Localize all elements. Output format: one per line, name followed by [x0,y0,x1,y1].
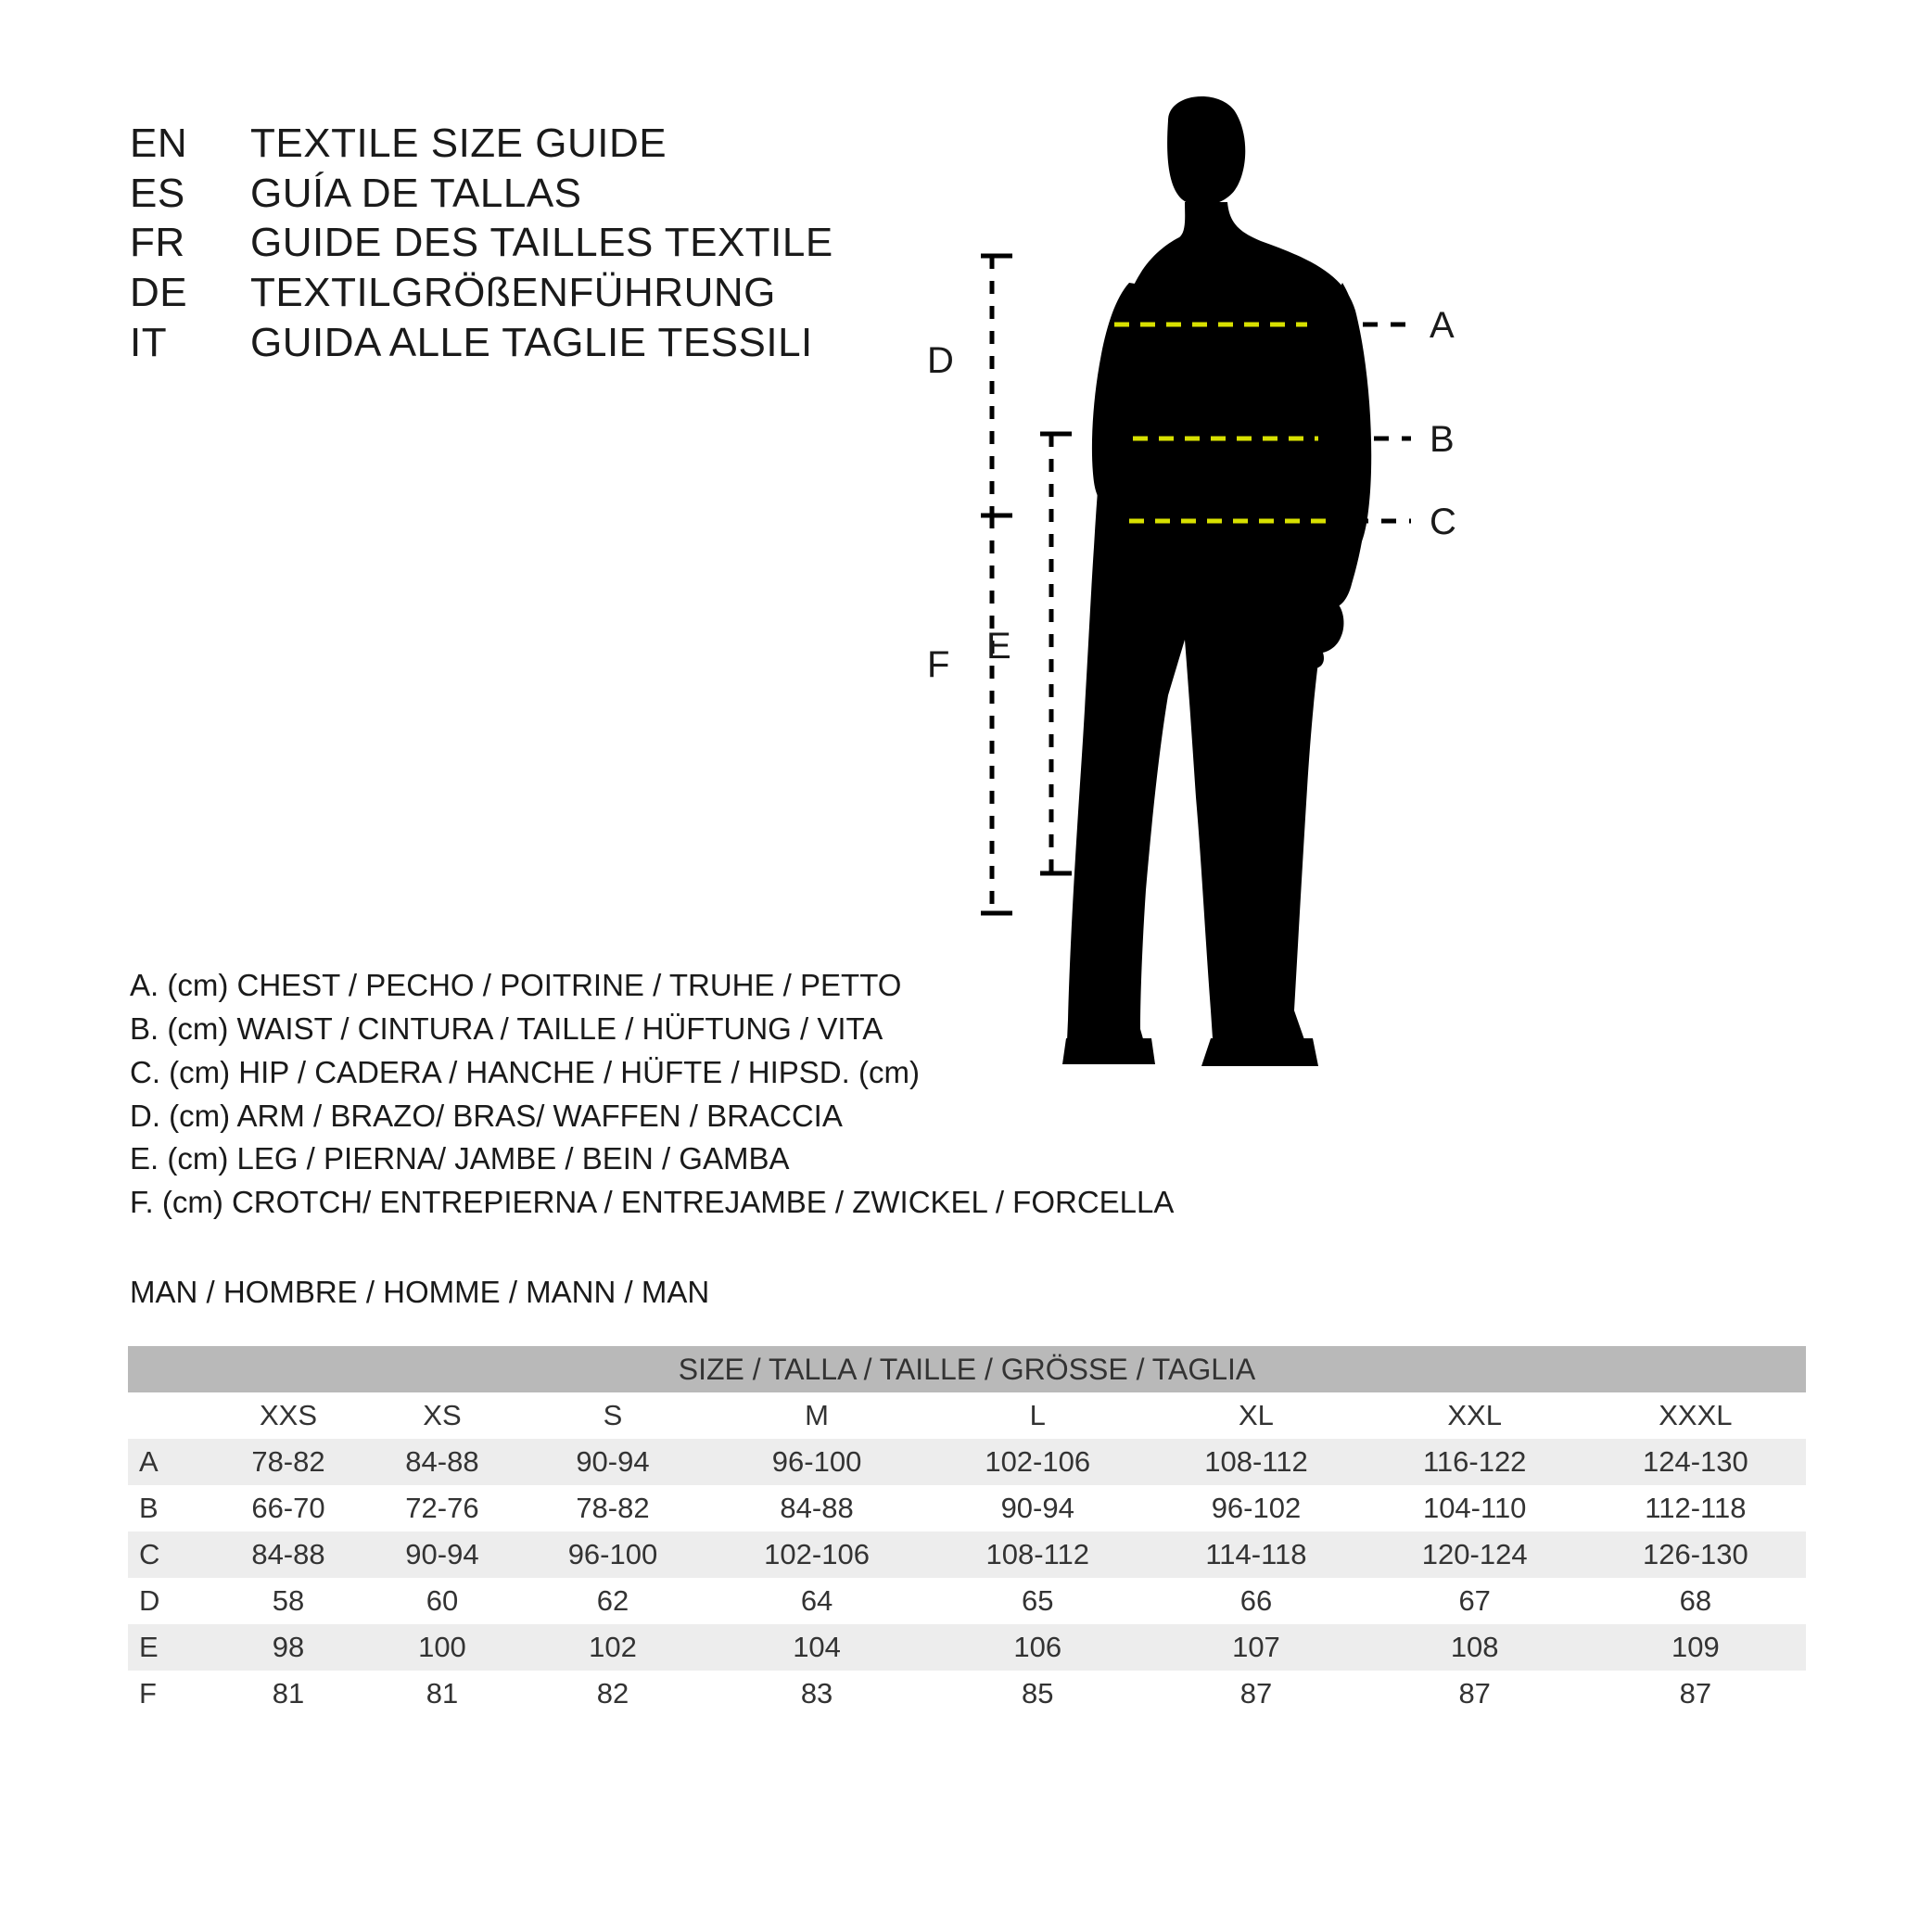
title-text-de: TEXTILGRÖßENFÜHRUNG [250,270,776,316]
dimension-label-d: D [927,340,954,381]
cell-f-m: 83 [706,1671,927,1717]
table-row [128,1532,1806,1578]
size-header-xl: XL [1148,1392,1364,1439]
cell-c-xl: 114-118 [1148,1532,1364,1578]
size-header-s: S [519,1392,706,1439]
cell-d-xs: 60 [365,1578,519,1624]
size-header-xxl: XXL [1365,1392,1585,1439]
title-row [130,119,964,169]
cell-f-s: 82 [519,1671,706,1717]
cell-a-m: 96-100 [706,1439,927,1485]
size-header-xs: XS [365,1392,519,1439]
legend-item-d: D. (cm) ARM / BRAZO/ BRAS/ WAFFEN / BRACCIA [130,1098,843,1133]
measure-label-a: A [1430,305,1455,346]
cell-e-m: 104 [706,1624,927,1671]
cell-a-l: 102-106 [927,1439,1148,1485]
cell-f-l: 85 [927,1671,1148,1717]
size-header-xxxl: XXXL [1585,1392,1806,1439]
cell-e-s: 102 [519,1624,706,1671]
cell-e-l: 106 [927,1624,1148,1671]
cell-f-xxs: 81 [211,1671,365,1717]
table-row [128,1439,1806,1485]
cell-f-xs: 81 [365,1671,519,1717]
size-header-m: M [706,1392,927,1439]
title-lang-it: IT [130,319,168,365]
cell-a-xxs: 78-82 [211,1439,365,1485]
title-lang-es: ES [130,170,185,216]
cell-f-xl: 87 [1148,1671,1364,1717]
row-label-c: C [128,1532,211,1578]
row-label-d: D [128,1578,211,1624]
cell-a-xs: 84-88 [365,1439,519,1485]
cell-b-xxxl: 112-118 [1585,1485,1806,1532]
title-row [130,169,964,219]
cell-a-xl: 108-112 [1148,1439,1364,1485]
table-header-title: SIZE / TALLA / TAILLE / GRÖSSE / TAGLIA [128,1346,1806,1392]
legend-block [130,964,1224,1225]
measure-label-b: B [1430,419,1455,460]
size-header-xxs: XXS [211,1392,365,1439]
title-lang-en: EN [130,121,188,166]
cell-e-xxxl: 109 [1585,1624,1806,1671]
cell-a-xxl: 116-122 [1365,1439,1585,1485]
table-header-band [128,1346,1806,1392]
cell-f-xxl: 87 [1365,1671,1585,1717]
cell-c-xxxl: 126-130 [1585,1532,1806,1578]
table-corner-cell [128,1392,211,1439]
title-text-fr: GUIDE DES TAILLES TEXTILE [250,220,833,266]
dimension-label-e: E [986,626,1011,667]
title-block [130,119,964,367]
row-label-b: B [128,1485,211,1532]
title-lang-fr: FR [130,220,185,266]
cell-c-xxl: 120-124 [1365,1532,1585,1578]
title-row [130,268,964,318]
legend-item-a: A. (cm) CHEST / PECHO / POITRINE / TRUHE / PETTO [130,968,902,1002]
cell-d-l: 65 [927,1578,1148,1624]
cell-c-m: 102-106 [706,1532,927,1578]
row-label-f: F [128,1671,211,1717]
legend-item-b: B. (cm) WAIST / CINTURA / TAILLE / HÜFTUNG / VITA [130,1010,883,1046]
title-text-es: GUÍA DE TALLAS [250,170,582,216]
cell-d-xxs: 58 [211,1578,365,1624]
cell-e-xxs: 98 [211,1624,365,1671]
table-row [128,1624,1806,1671]
cell-b-xxl: 104-110 [1365,1485,1585,1532]
cell-c-xs: 90-94 [365,1532,519,1578]
cell-a-s: 90-94 [519,1439,706,1485]
table-row [128,1578,1806,1624]
legend-item-f: F. (cm) CROTCH/ ENTREPIERNA / ENTREJAMBE / ZWICKEL / FORCELLA [130,1185,1175,1220]
title-text-it: GUIDA ALLE TAGLIE TESSILI [250,319,813,365]
measure-label-c: C [1430,502,1456,542]
cell-a-xxxl: 124-130 [1585,1439,1806,1485]
cell-d-xxxl: 68 [1585,1578,1806,1624]
dimension-label-f: F [927,644,950,685]
cell-b-s: 78-82 [519,1485,706,1532]
title-lang-de: DE [130,270,188,316]
cell-d-xl: 66 [1148,1578,1364,1624]
cell-c-l: 108-112 [927,1532,1148,1578]
man-silhouette-icon [1062,96,1371,1066]
cell-e-xs: 100 [365,1624,519,1671]
table-row [128,1671,1806,1717]
cell-b-l: 90-94 [927,1485,1148,1532]
cell-d-m: 64 [706,1578,927,1624]
row-label-e: E [128,1624,211,1671]
title-row [130,318,964,368]
title-text-en: TEXTILE SIZE GUIDE [250,121,667,166]
row-label-a: A [128,1439,211,1485]
size-header-l: L [927,1392,1148,1439]
cell-b-xxs: 66-70 [211,1485,365,1532]
legend-item-c: C. (cm) HIP / CADERA / HANCHE / HÜFTE / HIPSD. (cm) [130,1054,920,1089]
cell-e-xl: 107 [1148,1624,1364,1671]
cell-c-xxs: 84-88 [211,1532,365,1578]
table-row [128,1485,1806,1532]
size-table [128,1346,1806,1717]
cell-b-xl: 96-102 [1148,1485,1364,1532]
cell-b-m: 84-88 [706,1485,927,1532]
legend-item-e: E. (cm) LEG / PIERNA/ JAMBE / BEIN / GAMBA [130,1141,790,1176]
cell-c-s: 96-100 [519,1532,706,1578]
table-sizes-row [128,1392,1806,1439]
cell-f-xxxl: 87 [1585,1671,1806,1717]
size-table-wrapper [128,1346,1806,1717]
cell-e-xxl: 108 [1365,1624,1585,1671]
cell-d-xxl: 67 [1365,1578,1585,1624]
title-row [130,218,964,268]
cell-b-xs: 72-76 [365,1485,519,1532]
cell-d-s: 62 [519,1578,706,1624]
gender-label: MAN / HOMBRE / HOMME / MANN / MAN [130,1275,710,1309]
